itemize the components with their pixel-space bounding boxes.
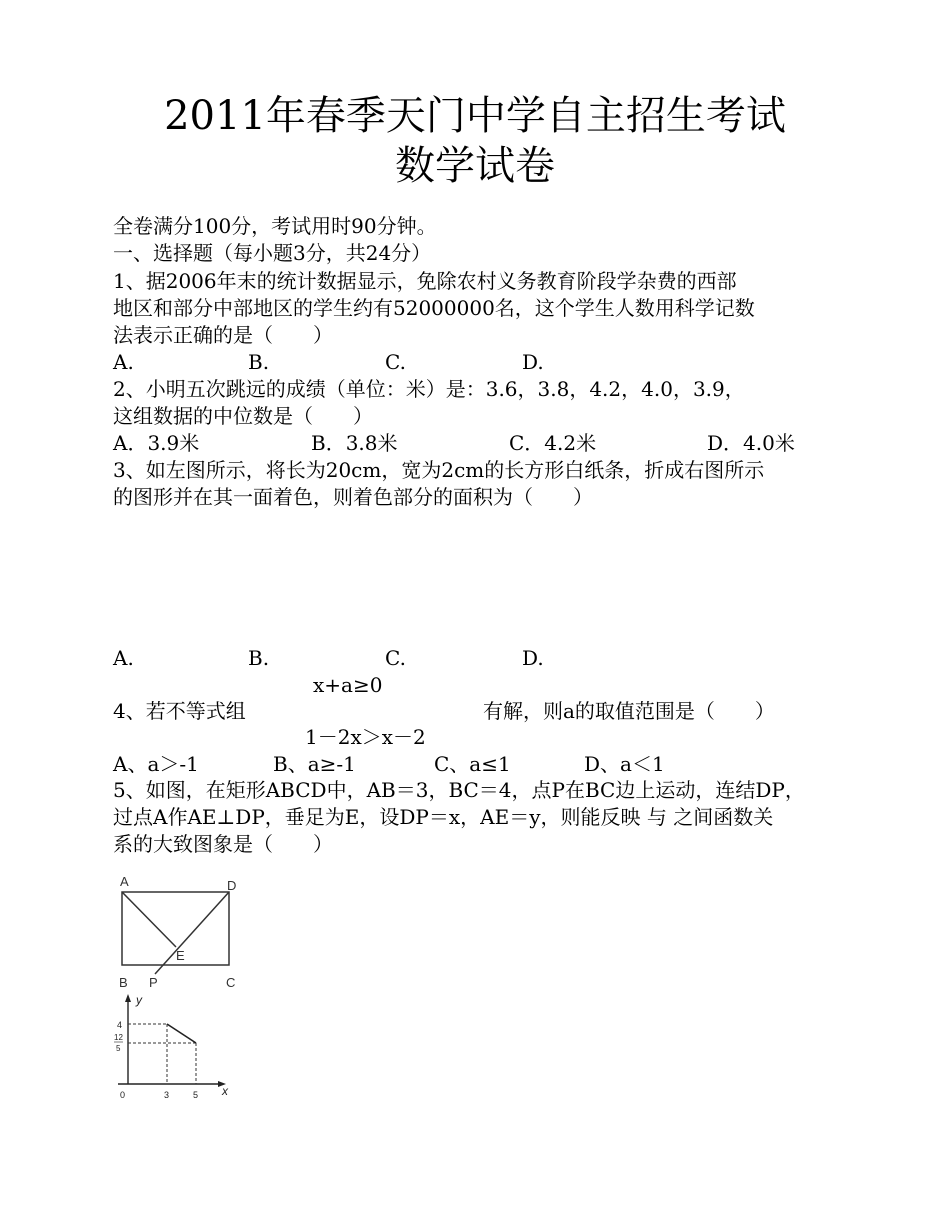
rectangle-figure	[110, 870, 250, 995]
q1-option-d: D.	[522, 350, 544, 374]
q3-line-2: 的图形并在其一面着色，则着色部分的面积为（ ）	[113, 485, 593, 509]
y-axis-arrow	[125, 994, 131, 1002]
q4-stem-right: 有解，则a的取值范围是（ ）	[483, 699, 775, 723]
tick-label-12: 12	[114, 1033, 123, 1042]
label-e: E	[176, 948, 185, 963]
q2-line-1: 2、小明五次跳远的成绩（单位：米）是：3.6，3.8，4.2，4.0，3.9，	[113, 377, 745, 401]
q3-option-b: B.	[248, 646, 270, 670]
tick-label-x5: 5	[193, 1090, 199, 1100]
label-c: C	[226, 975, 236, 990]
label-d: D	[227, 878, 237, 893]
tick-label-origin: 0	[120, 1090, 126, 1100]
q1-option-c: C.	[385, 350, 406, 374]
graph-curve	[167, 1024, 196, 1043]
q2-option-a: A．3.9米	[113, 431, 200, 455]
q1-option-a: A.	[113, 350, 134, 374]
q1-option-b: B.	[248, 350, 270, 374]
q4-inequality-2: 1－2x＞x－2	[305, 725, 426, 749]
q2-option-d: D．4.0米	[707, 431, 795, 455]
q5-line-2: 过点A作AE⊥DP，垂足为E，设DP＝x，AE＝y，则能反映 与 之间函数关	[113, 805, 774, 829]
q4-option-b: B、a≥-1	[273, 752, 356, 776]
label-a: A	[120, 874, 129, 889]
segment-ae	[122, 892, 176, 947]
tick-label-5-denominator: 5	[116, 1044, 121, 1053]
q2-option-c: C．4.2米	[509, 431, 597, 455]
q4-option-c: C、a≤1	[434, 752, 511, 776]
q3-option-c: C.	[385, 646, 406, 670]
q2-option-b: B．3.8米	[311, 431, 398, 455]
q2-line-2: 这组数据的中位数是（ ）	[113, 404, 373, 428]
segment-dp	[155, 892, 229, 974]
label-p: P	[149, 975, 158, 990]
tick-label-4: 4	[117, 1020, 123, 1030]
title-line-2: 数学试卷	[395, 143, 555, 189]
q5-line-3: 系的大致图象是（ ）	[113, 832, 333, 856]
q1-line-2: 地区和部分中部地区的学生约有52000000名，这个学生人数用科学记数	[113, 296, 755, 320]
q3-option-d: D.	[522, 646, 544, 670]
q4-inequality-1: x+a≥0	[313, 673, 383, 697]
exam-intro: 全卷满分100分，考试用时90分钟。	[113, 214, 437, 238]
q4-option-d: D、a＜1	[584, 752, 665, 776]
tick-label-x3: 3	[164, 1090, 170, 1100]
label-b: B	[119, 975, 128, 990]
section-heading: 一、选择题（每小题3分，共24分）	[113, 241, 432, 265]
axis-label-y: y	[136, 993, 142, 1007]
q4-stem-left: 4、若不等式组	[113, 699, 246, 723]
title-line-1: 2011年春季天门中学自主招生考试	[164, 93, 786, 139]
axis-label-x: x	[222, 1084, 228, 1098]
q3-option-a: A.	[113, 646, 134, 670]
function-graph	[110, 992, 235, 1104]
q4-option-a: A、a＞-1	[113, 752, 199, 776]
q5-line-1: 5、如图，在矩形ABCD中，AB＝3，BC＝4，点P在BC边上运动，连结DP，	[113, 778, 805, 802]
q3-line-1: 3、如左图所示，将长为20cm，宽为2cm的长方形白纸条，折成右图所示	[113, 458, 765, 482]
q1-line-3: 法表示正确的是（ ）	[113, 323, 333, 347]
q1-line-1: 1、据2006年末的统计数据显示，免除农村义务教育阶段学杂费的西部	[113, 269, 737, 293]
